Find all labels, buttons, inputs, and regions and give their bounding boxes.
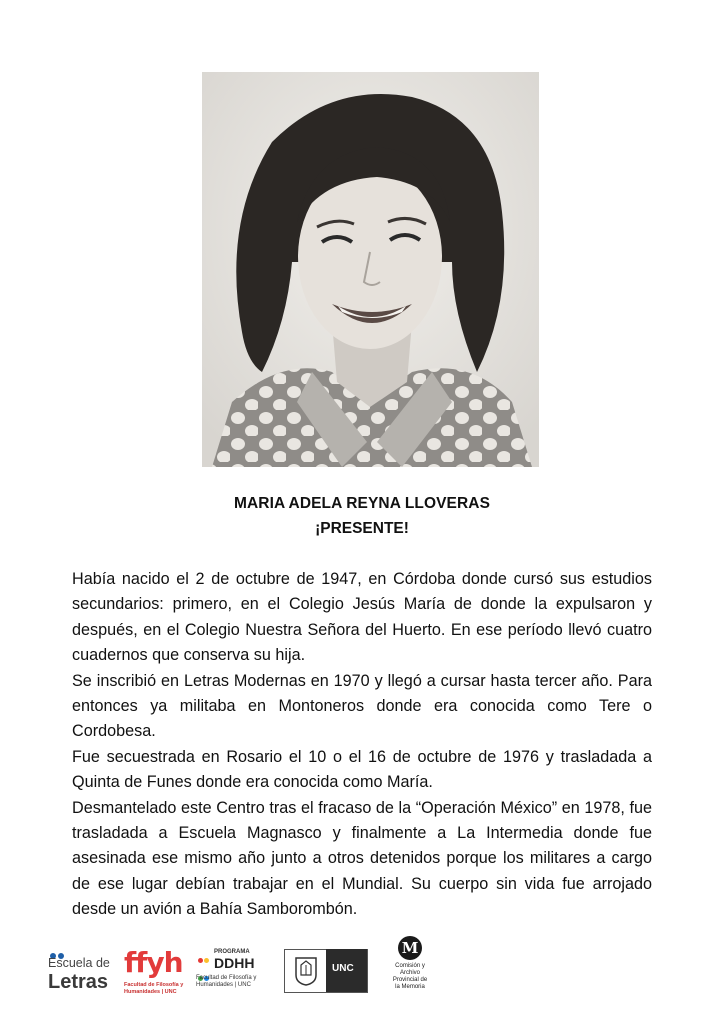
biography (72, 567, 652, 923)
ffyh-logo-caption: Facultad de Filosofía y Humanidades | UNC (124, 982, 184, 995)
ddhh-logo-program: PROGRAMA (214, 949, 250, 955)
ddhh-logo-caption: Facultad de Filosofía y Humanidades | UNC (196, 975, 257, 988)
escuela-de-letras-logo (44, 944, 114, 996)
ffyh-logo (122, 946, 194, 1002)
letras-logo-line1: Escuela de (48, 956, 110, 970)
bio-paragraph: Había nacido el 2 de octubre de 1947, en Córdoba donde cursó sus estudios secundarios: primero, en el Colegio Jesús María de donde la expulsaron y después, en el Colegio Nuestra Señora del Huerto. En ese período llevó cuatro cuadernos que conserva su hija. (72, 570, 652, 665)
unc-logo (284, 949, 366, 991)
unc-seal-icon (289, 953, 323, 987)
bio-paragraph: Fue secuestrada en Rosario el 10 o el 16 de octubre de 1976 y trasladada a Quinta de Funes donde era conocida como María. (72, 747, 652, 792)
presente-heading: ¡PRESENTE! (315, 520, 409, 537)
logos-footer (44, 936, 444, 1006)
archivo-memoria-logo (390, 936, 434, 1002)
ddhh-program-logo (196, 948, 284, 1004)
bio-paragraph: Desmantelado este Centro tras el fracaso de la “Operación México” en 1978, fue trasladada a Escuela Magnasco y finalmente a La Intermedia donde fue asesinada ese mismo año junto a otros detenidos porque los militares a cargo de ese lugar debían trabajar en el Mundial. Su cuerpo sin vida fue arrojado desde un avión a Bahía Samborombón. (72, 798, 652, 919)
unc-logo-text: UNC (332, 963, 354, 974)
portrait-photo (202, 72, 539, 467)
memoria-logo-caption: Comisión y Archivo Provincial de la Memoria (392, 963, 428, 990)
ddhh-logo-mark: DDHH (214, 955, 255, 971)
ffyh-logo-mark: ffyh (124, 946, 183, 979)
bio-paragraph: Se inscribió en Letras Modernas en 1970 y llegó a cursar hasta tercer año. Para entonces ya militaba en Montoneros donde era conocida como Tere o Cordobesa. (72, 671, 652, 741)
memoria-logo-mark: M (398, 936, 422, 960)
person-name: MARIA ADELA REYNA LLOVERAS (233, 495, 491, 512)
letras-logo-line2: Letras (48, 971, 109, 993)
